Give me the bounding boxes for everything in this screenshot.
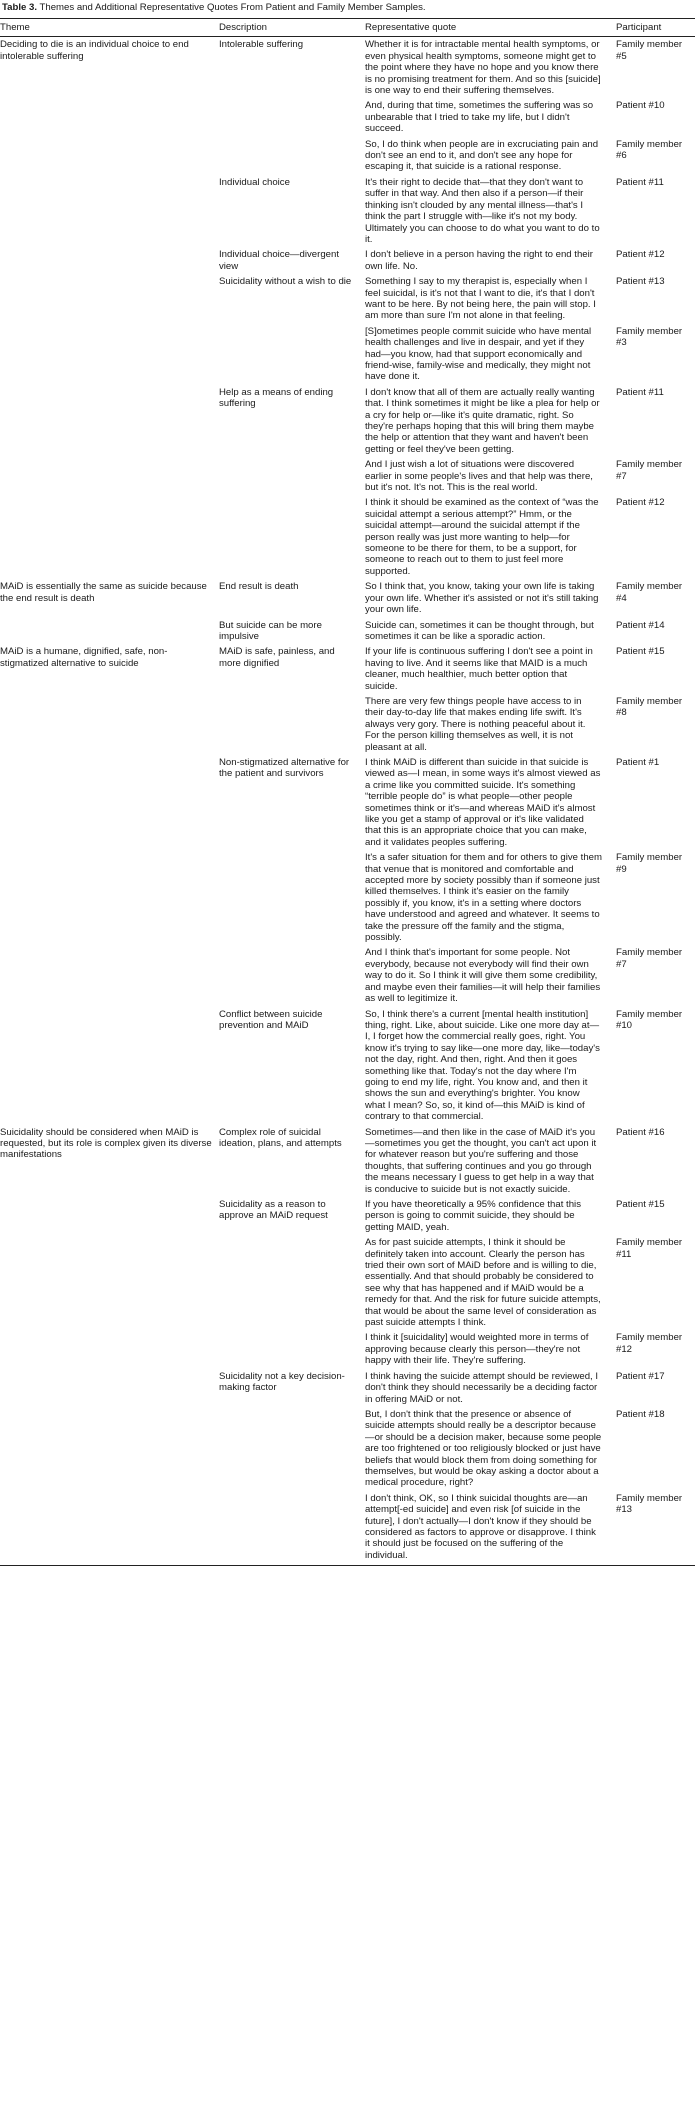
- table-row: [0, 1369, 695, 1407]
- cell-description: Individual choice—divergent view: [219, 249, 339, 272]
- cell-participant: Patient #12: [616, 249, 665, 261]
- cell-description: Suicidality as a reason to approve an MAiD request: [219, 1199, 328, 1222]
- cell-participant: Patient #16: [616, 1126, 665, 1138]
- cell-theme: [0, 618, 219, 645]
- cell-participant: Patient #1: [616, 756, 660, 768]
- cell-theme: [0, 495, 219, 579]
- cell-theme: [0, 945, 219, 1006]
- cell-quote: It's their right to decide that—that they don't want to suffer in that way. And then also if a person—if their thinking isn't clouded by any mental illness—that's I think the part I struggle with—like it's not my body. Ultimately you can choose to do what you want to do to it.: [365, 176, 600, 245]
- cell-description: Individual choice: [219, 176, 290, 188]
- cell-participant: Family member #8: [616, 695, 683, 719]
- cell-participant: Family member #4: [616, 581, 683, 604]
- cell-participant: Patient #13: [616, 276, 665, 288]
- table-row: [0, 1330, 695, 1368]
- cell-participant: Patient #11: [616, 386, 664, 398]
- cell-theme: [0, 1369, 219, 1407]
- cell-description: Non-stigmatized alternative for the patient and survivors: [219, 756, 350, 780]
- table-row: [0, 1125, 695, 1197]
- header-participant: Participant: [616, 19, 695, 37]
- cell-participant: Family member #9: [616, 852, 683, 875]
- cell-quote: I think it should be examined as the context of “was the suicidal attempt a serious attempt?” Hmm, or the suicidal attempt—around the suicidal attempt if the person really was just more wanting to help—for someone to be there for them, to be a support, for someone to reach out to them to just feel more supported.: [365, 497, 599, 577]
- cell-quote: Suicide can, sometimes it can be thought through, but sometimes it can be like a sporadic action.: [365, 619, 594, 642]
- cell-theme: [0, 175, 219, 247]
- table-row: [0, 1007, 695, 1125]
- table-row: [0, 644, 695, 694]
- cell-participant: Patient #18: [616, 1408, 665, 1420]
- cell-theme: [0, 274, 219, 324]
- cell-quote: [S]ometimes people commit suicide who have mental health challenges and live in despair, and yet if they had—you know, had that support economically and friend-wise, family-wise and medically, they might not have done it.: [365, 325, 592, 383]
- cell-theme: [0, 1197, 219, 1235]
- cell-description: [219, 137, 365, 175]
- cell-participant: Family member #11: [616, 1237, 683, 1260]
- cell-participant: Family member #12: [616, 1332, 683, 1355]
- table-row: [0, 495, 695, 579]
- cell-quote: Whether it is for intractable mental health symptoms, or even physical health symptoms, someone might get to the point where they have no hope and you know there is no promising treatment for them. And so this [suicide] is one way to end their suffering themselves.: [365, 39, 601, 97]
- cell-description: Suicidality not a key decision-making factor: [219, 1370, 345, 1394]
- cell-theme: [0, 457, 219, 495]
- cell-theme: [0, 1007, 219, 1125]
- cell-description: [219, 1407, 365, 1491]
- cell-quote: As for past suicide attempts, I think it should be definitely taken into account. Clearly the person has tried their own sort of MAiD before and is willing to die, essentially. And that should probably be considered to see why that has happened and if MAiD would be a remedy for that. And the risk for future suicide attempts, that would be about the same level of consideration as past suicide attempts I think.: [365, 1237, 601, 1329]
- cell-quote: If you have theoretically a 95% confidence that this person is going to commit suicide, they should be getting MAID, yeah.: [365, 1199, 581, 1233]
- cell-description: [219, 457, 365, 495]
- cell-theme: Deciding to die is an individual choice to end intolerable suffering: [0, 39, 189, 62]
- table-row: [0, 755, 695, 850]
- table-header-row: [0, 19, 695, 37]
- cell-description: [219, 694, 365, 755]
- cell-theme: [0, 1491, 219, 1566]
- cell-theme: MAiD is a humane, dignified, safe, non-stigmatized alternative to suicide: [0, 646, 168, 669]
- cell-description: Help as a means of ending suffering: [219, 386, 334, 410]
- cell-participant: Family member #6: [616, 138, 683, 162]
- cell-description: Suicidality without a wish to die: [219, 276, 352, 288]
- cell-participant: Patient #17: [616, 1370, 665, 1382]
- cell-theme: [0, 755, 219, 850]
- table-row: [0, 850, 695, 945]
- cell-description: [219, 945, 365, 1006]
- cell-theme: [0, 247, 219, 274]
- cell-description: But suicide can be more impulsive: [219, 619, 322, 642]
- cell-theme: MAiD is essentially the same as suicide because the end result is death: [0, 581, 207, 604]
- table-caption: [0, 2, 695, 13]
- cell-description: [219, 1330, 365, 1368]
- cell-theme: [0, 385, 219, 457]
- cell-theme: [0, 1407, 219, 1491]
- cell-quote: And, during that time, sometimes the suffering was so unbearable that I tried to take my life, but I didn't succeed.: [365, 100, 594, 135]
- cell-participant: Family member #7: [616, 947, 683, 970]
- cell-theme: [0, 1330, 219, 1368]
- cell-theme: [0, 98, 219, 136]
- cell-quote: I think MAiD is different than suicide in that suicide is viewed as—I mean, in some ways it's almost viewed as a crime like you committed suicide. It's something “terrible people do” is what people—other people sometimes think or it's—and whereas MAiD it's almost like you get a stamp of approval or it's like validated that this is an appropriate choice that you can make, and it validates peoples suffering.: [365, 756, 601, 848]
- cell-description: End result is death: [219, 581, 299, 593]
- cell-participant: Family member #10: [616, 1008, 683, 1031]
- cell-theme: [0, 324, 219, 385]
- table-row: [0, 247, 695, 274]
- table-row: [0, 579, 695, 617]
- table-row: [0, 457, 695, 495]
- cell-participant: Family member #3: [616, 325, 683, 349]
- table-row: [0, 618, 695, 645]
- cell-quote: So, I think there's a current [mental health institution] thing, right. Like, about suicide. Like one more day at—I, I forget how the commercial really goes, right. You know it's trying to say like—one more day, like—today's not the day, right. And then, right. And then it goes something like that. Today's not the day where I'm going to end my life, right. You know and, and then it shows the sun and everything's brighter. You know what I mean? So, so, it kind of—this MAiD is kind of contrary to that commercial.: [365, 1008, 600, 1123]
- cell-theme: Suicidality should be considered when MAiD is requested, but its role is complex given its diverse manifestations: [0, 1126, 212, 1161]
- table-row: [0, 694, 695, 755]
- cell-participant: Family member #7: [616, 459, 683, 482]
- cell-quote: And I think that's important for some people. Not everybody, because not everybody will find their own way to do it. So I think it will give them some credibility, and maybe even their families—it will help their families as well to legitimize it.: [365, 947, 601, 1005]
- table-row: [0, 1491, 695, 1566]
- themes-table: [0, 18, 695, 1566]
- cell-participant: Patient #11: [616, 176, 664, 188]
- header-theme: Theme: [0, 19, 219, 37]
- table-row: [0, 175, 695, 247]
- cell-participant: Family member #5: [616, 39, 683, 62]
- cell-quote: I think having the suicide attempt should be reviewed, I don't think they should necessarily be a deciding factor in offering MAiD or not.: [365, 1370, 599, 1405]
- table-row: [0, 98, 695, 136]
- cell-participant: Patient #15: [616, 1199, 665, 1210]
- cell-quote: Sometimes—and then like in the case of MAiD it's you—sometimes you get the thought, you can't act upon it for whatever reason but you're suffering and those thoughts, that suffering continues and you go through the means necessary I guess to get help in a way that is conducive to suicide but is not exactly suicide.: [365, 1126, 597, 1195]
- cell-description: [219, 1235, 365, 1330]
- cell-participant: Patient #12: [616, 497, 665, 509]
- cell-participant: Patient #14: [616, 619, 665, 631]
- cell-participant: Patient #10: [616, 100, 665, 112]
- cell-description: [219, 98, 365, 136]
- table-row: [0, 274, 695, 324]
- cell-theme: [0, 137, 219, 175]
- cell-theme: [0, 850, 219, 945]
- cell-quote: There are very few things people have access to in their day-to-day life that makes ending life swift. It's always very gory. There is nothing peaceful about it. For the person killing themselves as well, it is not pleasant at all.: [365, 695, 586, 753]
- cell-description: Conflict between suicide prevention and MAiD: [219, 1008, 323, 1031]
- cell-participant: Family member #13: [616, 1491, 695, 1566]
- table-body: [0, 37, 695, 1566]
- cell-description: [219, 1491, 365, 1566]
- cell-quote: So, I do think when people are in excruciating pain and don't see an end to it, and don't see any hope for escaping it, that suicide is a rational response.: [365, 138, 599, 173]
- table-row: [0, 385, 695, 457]
- cell-description: [219, 495, 365, 579]
- cell-quote: I think it [suicidality] would weighted more in terms of approving because clearly this person—they're not happy with their life. They're suffering.: [365, 1332, 589, 1367]
- cell-quote: I don't believe in a person having the right to end their own life. No.: [365, 249, 593, 272]
- cell-theme: [0, 694, 219, 755]
- cell-quote: But, I don't think that the presence or absence of suicide attempts should really be a descriptor because—or should be a decision maker, because some people are too frightened or too religiously blocked or just have beliefs that would block them from doing something for themselves, but would be okay asking a doctor about a medical procedure, right?: [365, 1408, 602, 1489]
- cell-participant: Patient #15: [616, 646, 665, 658]
- cell-quote: Something I say to my therapist is, especially when I feel suicidal, is it's not that I want to die, it's that I don't want to be here. By not being here, the pain will stop. I am more than sure I'm not alone in that feeling.: [365, 276, 596, 322]
- table-row: [0, 324, 695, 385]
- cell-description: [219, 324, 365, 385]
- cell-quote: It's a safer situation for them and for others to give them that venue that is monitored and comfortable and accepted more by society possibly than if someone just killed themselves. I think it's easier on the family possibly if, you know, it's in a setting where doctors have understood and agreed and whatever. It seems to take the pressure off the family and the stigma, possibly.: [365, 852, 602, 944]
- header-quote: Representative quote: [365, 19, 616, 37]
- cell-quote: So I think that, you know, taking your own life is taking your own life. Whether it's assisted or not it's still taking your own life.: [365, 581, 599, 616]
- table-caption-text: Themes and Additional Representative Quotes From Patient and Family Member Samples.: [39, 2, 426, 13]
- cell-description: [219, 850, 365, 945]
- cell-theme: [0, 1235, 219, 1330]
- table-row: [0, 1407, 695, 1491]
- table-caption-label: Table 3.: [2, 2, 38, 13]
- cell-quote: I don't know that all of them are actually really wanting that. I think sometimes it might be like a plea for help or a cry for help or—like it's quite dramatic, right. So they're perhaps hoping that this will bring them maybe the help or attention that they want and haven't been getting or feel they've been getting.: [365, 386, 600, 455]
- cell-quote: I don't think, OK, so I think suicidal thoughts are—an attempt[-ed suicide] and even risk [of suicide in the future], I don't actually—I don't know if they should be considered as factors to approve or disapprove. I think it should just be focused on the suffering of the individual.: [365, 1491, 616, 1566]
- cell-quote: If your life is continuous suffering I don't see a point in having to live. And it seems like that MAID is a much cleaner, much healthier, much better option that suicide.: [365, 646, 593, 692]
- table-row: [0, 137, 695, 175]
- header-description: Description: [219, 19, 365, 37]
- table-row: [0, 37, 695, 99]
- cell-description: Intolerable suffering: [219, 39, 304, 51]
- table-row: [0, 945, 695, 1006]
- table-row: [0, 1197, 695, 1235]
- table-row: [0, 1235, 695, 1330]
- cell-quote: And I just wish a lot of situations were discovered earlier in some people's lives and that help was there, but it's not. It's not. This is the real world.: [365, 459, 593, 494]
- table-header: [0, 19, 695, 37]
- cell-description: MAiD is safe, painless, and more dignified: [219, 646, 335, 669]
- cell-description: Complex role of suicidal ideation, plans, and attempts: [219, 1126, 342, 1149]
